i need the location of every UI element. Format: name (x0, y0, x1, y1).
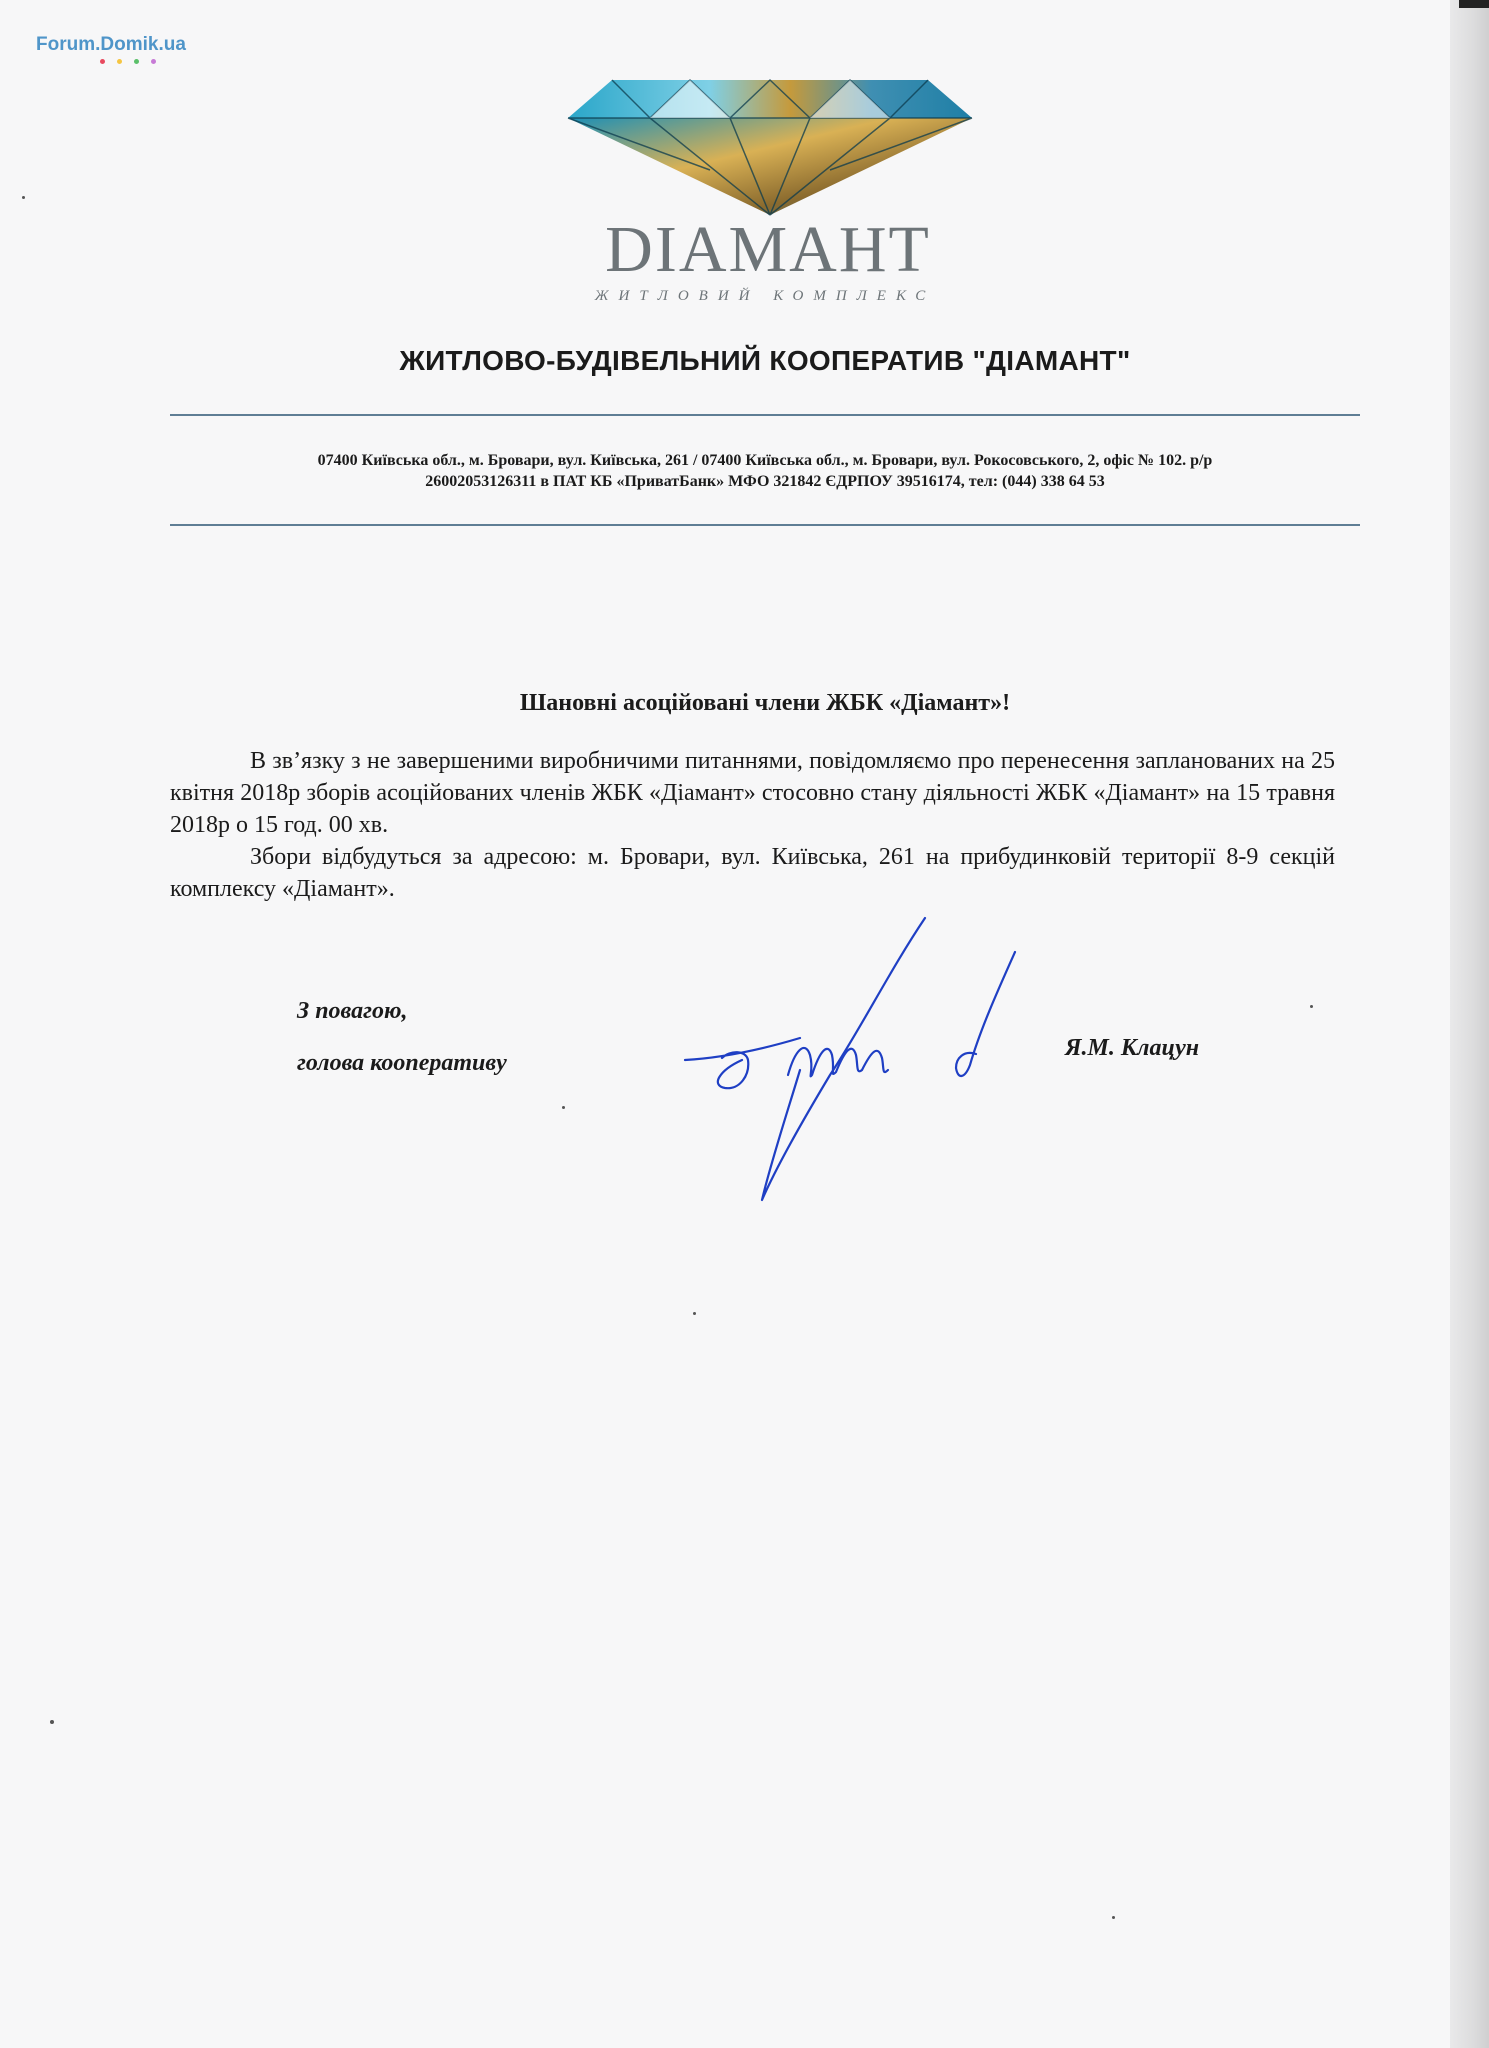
scan-speck (22, 196, 25, 199)
signer-name: Я.М. Клацун (1065, 1035, 1200, 1061)
watermark-dot (151, 59, 156, 64)
letter-body (170, 745, 1335, 905)
header-divider-bottom (170, 524, 1360, 526)
scan-corner-mark (1459, 0, 1489, 8)
watermark-dot (117, 59, 122, 64)
handwritten-signature-icon (680, 910, 1020, 1210)
logo-subtitle: ЖИТЛОВИЙ КОМПЛЕКС (594, 288, 936, 304)
closing-block (297, 985, 507, 1089)
scan-speck (50, 1720, 54, 1724)
watermark-text: Forum.Domik.ua (36, 34, 186, 55)
logo-wordmark: DIAMAHT (605, 213, 931, 286)
scan-speck (1310, 1005, 1313, 1008)
closing-position: голова кооперативу (297, 1050, 507, 1076)
letter-greeting: Шановні асоційовані члени ЖБК «Діамант»! (519, 690, 1011, 716)
closing-regards: З повагою, (297, 998, 408, 1024)
letter-paragraph-1: В зв’язку з не завершеними виробничими питаннями, повідомляємо про перенесення запланованих на 25 квітня 2018р зборів асоційованих членів ЖБК «Діамант» стосовно стану діяльності ЖБК «Діамант» на 15 травня 2018р о 15 год. 00 хв. (170, 748, 1335, 838)
watermark-dot (100, 59, 105, 64)
watermark-dots (100, 59, 156, 64)
scan-edge (1450, 0, 1489, 2048)
scan-speck (562, 1106, 565, 1109)
organization-title: ЖИТЛОВО-БУДІВЕЛЬНИЙ КООПЕРАТИВ "ДІАМАНТ" (399, 345, 1131, 376)
address-line-2: 26002053126311 в ПАТ КБ «ПриватБанк» МФО 321842 ЄДРПОУ 39516174, тел: (044) 338 64 53 (425, 473, 1105, 490)
address-line-1: 07400 Київська обл., м. Бровари, вул. Київська, 261 / 07400 Київська обл., м. Бровари, вул. Рокосовського, 2, офіс № 102. р/р (317, 452, 1213, 469)
scan-speck (1112, 1916, 1115, 1919)
letter-paragraph-2: Збори відбудуться за адресою: м. Бровари, вул. Київська, 261 на прибудинковій території 8-9 секцій комплексу «Діамант». (170, 844, 1335, 902)
scan-speck (693, 1312, 696, 1315)
header-divider-top (170, 414, 1360, 416)
address-block (190, 450, 1340, 492)
watermark-dot (134, 59, 139, 64)
